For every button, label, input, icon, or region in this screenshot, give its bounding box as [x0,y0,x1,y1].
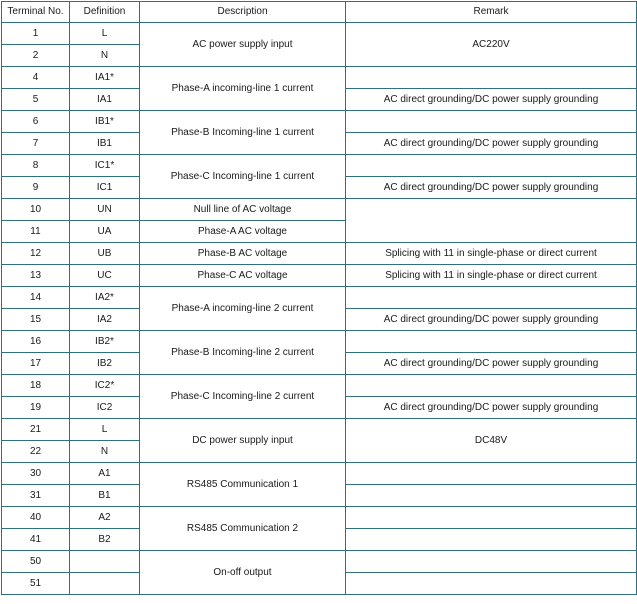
remark-empty [346,331,637,353]
remark: AC direct grounding/DC power supply grounding [346,309,637,331]
description: Phase-B Incoming-line 2 current [140,331,346,375]
description: Phase-A AC voltage [140,221,346,243]
definition: A1 [70,463,140,485]
header-remark: Remark [346,2,637,23]
description: DC power supply input [140,419,346,463]
table-row [2,23,637,45]
terminal-no: 30 [2,463,70,485]
definition: IB1 [70,133,140,155]
remark: AC direct grounding/DC power supply grounding [346,397,637,419]
table-row [2,111,637,133]
remark-empty [346,67,637,89]
terminal-no: 6 [2,111,70,133]
table-row [2,199,637,221]
terminal-no: 13 [2,265,70,287]
definition: A2 [70,507,140,529]
description: Phase-B AC voltage [140,243,346,265]
terminal-no: 50 [2,551,70,573]
terminal-no: 12 [2,243,70,265]
terminal-no: 51 [2,573,70,595]
definition: L [70,23,140,45]
remark-empty [346,507,637,529]
description: Phase-C AC voltage [140,265,346,287]
table-row [2,331,637,353]
terminal-no: 16 [2,331,70,353]
terminal-table [1,1,637,595]
definition: UA [70,221,140,243]
remark: AC direct grounding/DC power supply grounding [346,177,637,199]
remark: Splicing with 11 in single-phase or direct current [346,243,637,265]
terminal-no: 17 [2,353,70,375]
terminal-no: 18 [2,375,70,397]
description: Phase-A incoming-line 1 current [140,67,346,111]
terminal-no: 19 [2,397,70,419]
terminal-no: 11 [2,221,70,243]
remark-empty [346,463,637,485]
definition: IB2* [70,331,140,353]
definition: IA1 [70,89,140,111]
table-row [2,67,637,89]
definition: UN [70,199,140,221]
remark: AC direct grounding/DC power supply grounding [346,89,637,111]
table-row [2,463,637,485]
terminal-no: 31 [2,485,70,507]
remark-empty [346,485,637,507]
remark-empty [346,199,637,243]
terminal-no: 8 [2,155,70,177]
table-row [2,265,637,287]
description: RS485 Communication 1 [140,463,346,507]
definition: B1 [70,485,140,507]
remark-empty [346,551,637,573]
definition: IA1* [70,67,140,89]
description: On-off output [140,551,346,595]
definition: L [70,419,140,441]
terminal-no: 14 [2,287,70,309]
remark: AC direct grounding/DC power supply grounding [346,353,637,375]
terminal-no: 41 [2,529,70,551]
table-row [2,375,637,397]
header-description: Description [140,2,346,23]
description: Phase-C Incoming-line 2 current [140,375,346,419]
remark: Splicing with 11 in single-phase or direct current [346,265,637,287]
terminal-no: 9 [2,177,70,199]
definition: UB [70,243,140,265]
terminal-no: 2 [2,45,70,67]
definition: N [70,45,140,67]
terminal-no: 22 [2,441,70,463]
definition: IB2 [70,353,140,375]
definition: N [70,441,140,463]
definition: IC1* [70,155,140,177]
terminal-no: 10 [2,199,70,221]
terminal-no: 15 [2,309,70,331]
remark-empty [346,375,637,397]
description: RS485 Communication 2 [140,507,346,551]
description: AC power supply input [140,23,346,67]
remark: AC220V [346,23,637,67]
remark-empty [346,529,637,551]
remark: DC48V [346,419,637,463]
definition: IA2* [70,287,140,309]
remark-empty [346,573,637,595]
definition: IC2* [70,375,140,397]
definition [70,573,140,595]
terminal-no: 7 [2,133,70,155]
remark-empty [346,111,637,133]
remark-empty [346,287,637,309]
remark-empty [346,155,637,177]
terminal-no: 1 [2,23,70,45]
definition: IC2 [70,397,140,419]
table-row [2,155,637,177]
terminal-no: 21 [2,419,70,441]
definition: IC1 [70,177,140,199]
terminal-no: 40 [2,507,70,529]
terminal-no: 4 [2,67,70,89]
table-row [2,551,637,573]
description: Phase-C Incoming-line 1 current [140,155,346,199]
header-definition: Definition [70,2,140,23]
description: Phase-A incoming-line 2 current [140,287,346,331]
remark: AC direct grounding/DC power supply grounding [346,133,637,155]
table-header-row [2,2,637,23]
definition [70,551,140,573]
description: Null line of AC voltage [140,199,346,221]
table-row [2,419,637,441]
table-row [2,243,637,265]
header-terminal-no: Terminal No. [2,2,70,23]
description: Phase-B Incoming-line 1 current [140,111,346,155]
definition: IB1* [70,111,140,133]
table-row [2,287,637,309]
definition: UC [70,265,140,287]
terminal-no: 5 [2,89,70,111]
definition: B2 [70,529,140,551]
table-row [2,507,637,529]
definition: IA2 [70,309,140,331]
